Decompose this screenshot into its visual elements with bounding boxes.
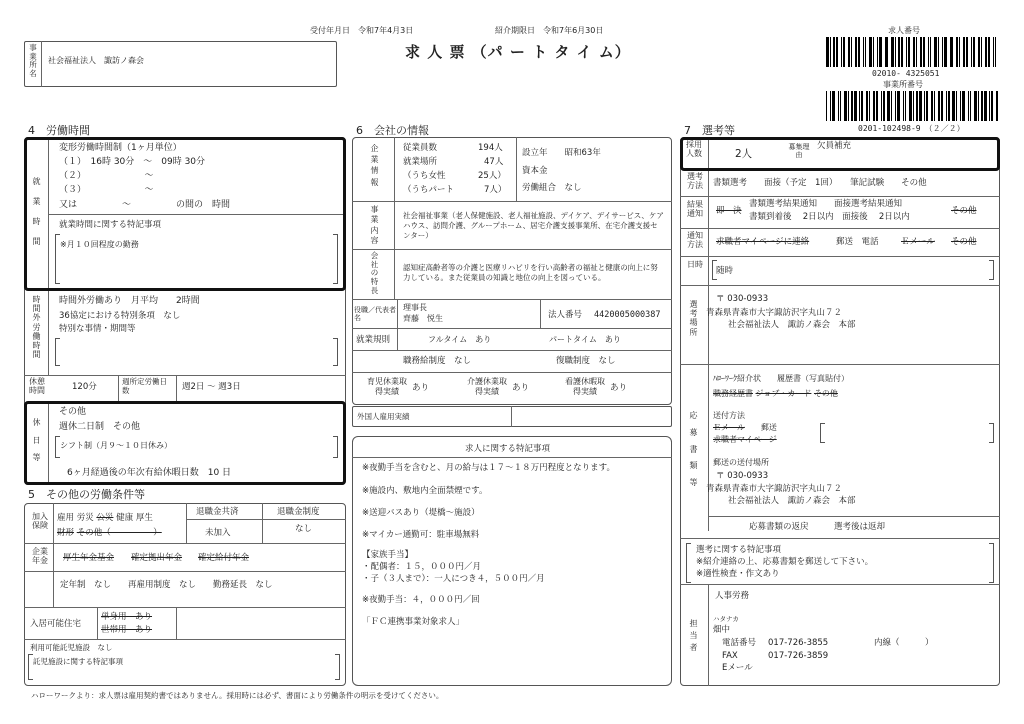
office-number-barcode bbox=[826, 91, 998, 121]
send-mypage: 求職者マイページ bbox=[713, 435, 777, 444]
shift-3: （３） ～ bbox=[59, 185, 154, 195]
pension-2: 確定拠出年金 bbox=[131, 553, 183, 563]
retire-plan-head: 退職金制度 bbox=[277, 507, 320, 517]
mail-dest-address: 青森県青森市大字諏訪沢字丸山７２ bbox=[706, 484, 843, 494]
section-4-title: 4 労働時間 bbox=[28, 124, 90, 137]
reason-label: 募集理由 bbox=[788, 143, 810, 160]
section-6-title: 6 会社の情報 bbox=[356, 124, 429, 137]
section-5-title: 5 その他の労働条件等 bbox=[28, 488, 145, 501]
send-method-label: 送付方法 bbox=[713, 411, 745, 420]
shift-2: （２） ～ bbox=[59, 171, 154, 181]
features-label: 会社の特長 bbox=[370, 251, 379, 295]
corp-number-label: 法人番号 bbox=[548, 310, 583, 320]
pension-3: 確定給付年金 bbox=[198, 553, 250, 563]
pension-1: 厚生年金基金 bbox=[63, 553, 115, 563]
care-leave-label: 介護休業取得実績 bbox=[467, 377, 507, 396]
result-immediate: 即 決 bbox=[716, 206, 742, 216]
application-docs-label: 応募書類等 bbox=[689, 411, 698, 488]
weekly-days-label: 週所定労働日数 bbox=[122, 377, 167, 395]
women-label: （うち女性 bbox=[403, 171, 446, 181]
shift-1: （１） 16時 30分 ～ 09時 30分 bbox=[59, 157, 206, 167]
holiday-weekly: 週休二日制 その他 bbox=[59, 422, 141, 432]
job-notes-box bbox=[352, 436, 672, 686]
childcare-leave-label: 育児休業取得実績 bbox=[367, 377, 407, 396]
overtime: 時間外労働あり 月平均 2時間 bbox=[59, 296, 200, 306]
work-rules-full: フルタイム あり bbox=[428, 335, 492, 344]
application-docs-strike: 職務経歴書 ジョブ・カード その他 bbox=[713, 389, 838, 398]
job-notes-title: 求人に関する特記事項 bbox=[465, 444, 551, 454]
place-name: 社会福祉法人 諏訪ノ森会 本部 bbox=[728, 320, 856, 330]
footer-note: ハローワークより：求人票は雇用契約書ではありません。採用時には必ず、書面により労働条件の明示を受けてください。 bbox=[31, 691, 444, 700]
representative-name: 齊藤 悦生 bbox=[403, 314, 443, 323]
retire-age: 定年制 なし 再雇用制度 なし 勤務延長 なし bbox=[60, 580, 273, 590]
fax-number: 017-726-3859 bbox=[768, 651, 829, 661]
office-number: 0201-102498-9 （２／２） bbox=[858, 124, 965, 133]
employees-label: 従業員数 bbox=[403, 143, 438, 153]
contact-label: 担当者 bbox=[689, 619, 698, 652]
place-address: 青森県青森市大字諏訪沢字丸山７２ bbox=[706, 308, 843, 318]
break-time: 120分 bbox=[72, 382, 97, 392]
overtime-36: 36協定における特別条項 なし bbox=[59, 311, 181, 321]
selection-special-title: 選考に関する特記事項 bbox=[696, 545, 782, 555]
office-number-label: 事業所番号 bbox=[883, 80, 923, 89]
result-other: その他 bbox=[951, 206, 977, 216]
foreign-employment: 外国人雇用実績 bbox=[357, 412, 410, 421]
referral-deadline: 紹介期限日 令和7年6月30日 bbox=[495, 26, 604, 35]
insurance-1: 雇用 労災 公災 健康 厚生 bbox=[57, 513, 153, 523]
overtime-special: 特別な事情・期間等 bbox=[59, 324, 136, 334]
capital: 資本金 bbox=[522, 166, 548, 176]
representative-title: 理事長 bbox=[403, 303, 427, 312]
housing-single: 単身用 あり bbox=[101, 612, 153, 622]
women-count: 25人） bbox=[478, 171, 506, 181]
break-label: 休憩時間 bbox=[29, 377, 45, 396]
job-note-5: 【家族手当】 bbox=[362, 550, 414, 560]
retire-mutual: 未加入 bbox=[205, 528, 231, 538]
selection-method-label: 選考方法 bbox=[687, 172, 703, 191]
selection-special-2: ※適性検査・作文あり bbox=[696, 569, 780, 579]
mail-dest-zip: 〒 030-0933 bbox=[716, 471, 769, 481]
job-number-label: 求人番号 bbox=[888, 26, 920, 35]
selection-special-1: ※紹介連絡の上、応募書類を郵送して下さい。 bbox=[696, 557, 874, 567]
union: 労働組合 なし bbox=[522, 183, 582, 193]
workplace-label: 就業場所 bbox=[403, 157, 438, 167]
housing-label: 入居可能住宅 bbox=[30, 619, 82, 629]
workplace-count: 47人 bbox=[484, 157, 504, 167]
corp-number: 4420005000387 bbox=[594, 310, 661, 320]
extension: 内線（ ） bbox=[874, 638, 934, 648]
job-note-4: ※マイカー通勤可：駐車場無料 bbox=[362, 530, 480, 540]
overtime-label: 時間外労働時間 bbox=[32, 295, 41, 360]
notify-mypage: 求職者マイページに連絡 bbox=[716, 237, 810, 247]
pension-label: 企業年金 bbox=[32, 547, 48, 566]
enterprise-label: 企業情報 bbox=[370, 144, 379, 187]
work-rules-label: 就業規則 bbox=[356, 335, 391, 345]
job-number-barcode bbox=[826, 37, 998, 67]
page-title: 求 人 票 （パ ー ト タ イ ム） bbox=[405, 43, 631, 61]
email-label: Eメール bbox=[722, 663, 753, 673]
result-notice-label: 結果通知 bbox=[687, 200, 703, 219]
notify-other: その他 bbox=[951, 237, 977, 247]
received-date: 受付年月日 令和7年4月3日 bbox=[310, 26, 414, 35]
place-zip: 〒 030-0933 bbox=[716, 294, 769, 304]
insurance-label: 加入保険 bbox=[32, 512, 48, 531]
selection-method: 書類選考 面接（予定 1回） 筆記試験 その他 bbox=[713, 178, 927, 188]
rehire-rules: 復職制度 なし bbox=[556, 356, 616, 366]
send-method: Ｅメール 郵送 bbox=[713, 423, 777, 432]
notify-method: 郵送 電話 bbox=[836, 237, 879, 247]
job-number: 02010- 4325051 bbox=[872, 69, 940, 78]
pay-rules: 職務給制度 なし bbox=[403, 356, 472, 366]
established: 設立年 昭和63年 bbox=[522, 148, 601, 158]
result-timing: 書類到着後 2日以内 面接後 2日以内 bbox=[749, 212, 910, 222]
mail-dest-name: 社会福祉法人 諏訪ノ森会 本部 bbox=[728, 496, 856, 506]
work-hours-special-label: 就業時間に関する特記事項 bbox=[59, 220, 162, 230]
fax-label: FAX bbox=[722, 651, 738, 661]
work-hours-label: 就業時間 bbox=[32, 177, 41, 246]
paid-leave: 6ヶ月経過後の年次有給休暇日数 10 日 bbox=[67, 468, 232, 478]
retire-mutual-head: 退職金共済 bbox=[196, 507, 239, 517]
hiring-reason: 欠員補充 bbox=[817, 141, 852, 151]
hiring-count-label: 採用人数 bbox=[686, 140, 702, 159]
contact-dept: 人事労務 bbox=[715, 591, 750, 601]
childcare-note: 託児施設に関する特記事項 bbox=[33, 657, 123, 666]
business-label: 事業内容 bbox=[370, 205, 379, 246]
job-note-7: ・子（３人まで）：一人につき４，５００円／月 bbox=[362, 574, 545, 584]
housing-family: 世帯用 あり bbox=[101, 625, 153, 635]
representative-label: 役職／代表者名 bbox=[354, 306, 396, 323]
employees: 194人 bbox=[478, 143, 503, 153]
business-content: 社会福祉事業（老人保健施設、老人福祉施設、デイケア、デイサービス、ケアハウス、訪問介護、グループホーム、居宅介護支援事業所、在宅介護支援センター） bbox=[403, 211, 664, 240]
holiday-type: その他 bbox=[59, 407, 87, 417]
job-note-3: ※送迎バスあり（堤橋～施設） bbox=[362, 508, 480, 518]
notify-email: Ｅメール bbox=[901, 237, 935, 247]
nursing-leave: あり bbox=[610, 383, 628, 393]
shift-type: 変形労働時間制（1ヶ月単位） bbox=[59, 143, 182, 153]
contact-kana: ハタナカ bbox=[713, 615, 739, 623]
selection-date: 随時 bbox=[716, 266, 734, 276]
employer-name: 社会福祉法人 諏訪ノ森会 bbox=[48, 56, 144, 65]
tel-label: 電話番号 bbox=[722, 638, 757, 648]
job-note-6: ・配偶者：１５，０００円／月 bbox=[362, 562, 482, 572]
job-note-8: ※夜勤手当：４，０００円／回 bbox=[362, 595, 480, 605]
part-count: 7人） bbox=[484, 185, 507, 195]
insurance-2: 財形 その他（ ） bbox=[57, 528, 162, 538]
holiday-note: シフト制（月９～１０日休み） bbox=[60, 441, 172, 450]
date-label: 日時 bbox=[687, 260, 703, 269]
docs-return: 応募書類の返戻 選考後は返却 bbox=[749, 522, 886, 532]
shift-or: 又は ～ の間の 時間 bbox=[59, 200, 231, 210]
contact-name: 畑中 bbox=[713, 625, 731, 635]
part-label: （うちパート bbox=[403, 185, 455, 195]
tel-number: 017-726-3855 bbox=[768, 638, 829, 648]
application-docs: ﾊﾛｰﾜｰｸ紹介状 履歴書（写真貼付） bbox=[713, 374, 849, 383]
result-notice: 書類選考結果通知 面接選考結果通知 bbox=[749, 199, 903, 209]
weekly-days: 週2日 ～ 週3日 bbox=[182, 382, 241, 392]
selection-place-label: 選考場所 bbox=[689, 300, 698, 337]
mail-dest-label: 郵送の送付場所 bbox=[713, 458, 769, 467]
childcare: 利用可能託児施設 なし bbox=[30, 643, 113, 652]
work-hours-special-note: ※月１０回程度の勤務 bbox=[60, 240, 139, 249]
holidays-label: 休日等 bbox=[32, 418, 41, 463]
hiring-count: 2人 bbox=[735, 148, 753, 160]
nursing-leave-label: 看護休暇取得実績 bbox=[565, 377, 605, 396]
retire-plan: なし bbox=[295, 524, 313, 534]
job-note-1: ※夜勤手当を含むと、月の給与は１７～１８万円程度となります。 bbox=[362, 463, 615, 473]
features: 認知症高齢者等の介護と医療リハビリを行い高齢者の福祉と健康の向上に努力している。また従業員の知識と地位の向上を図っている。 bbox=[403, 263, 658, 282]
job-note-9: 「ＦＣ連携事業対象求人」 bbox=[362, 617, 465, 627]
employer-label: 事業所名 bbox=[29, 43, 37, 78]
care-leave: あり bbox=[512, 383, 530, 393]
section-7-title: 7 選考等 bbox=[684, 124, 735, 137]
work-rules-part: パートタイム あり bbox=[549, 335, 621, 344]
notify-method-label: 通知方法 bbox=[687, 231, 703, 250]
job-note-2: ※施設内、敷地内全面禁煙です。 bbox=[362, 486, 488, 496]
childcare-leave: あり bbox=[412, 383, 430, 393]
